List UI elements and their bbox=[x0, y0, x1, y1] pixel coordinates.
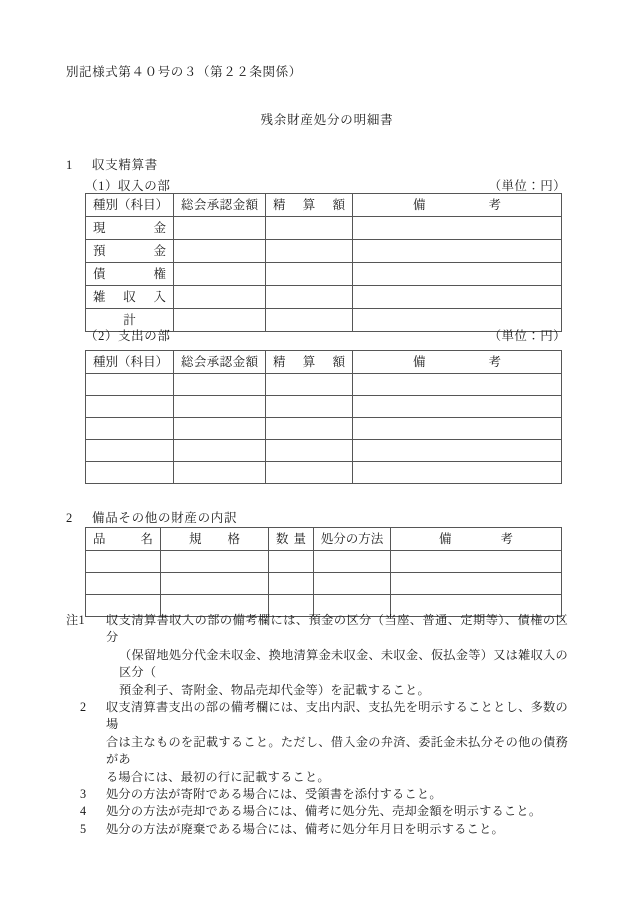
table-row bbox=[86, 263, 562, 286]
table-row bbox=[86, 440, 562, 462]
table-row bbox=[86, 551, 562, 573]
cell-approved-total[interactable] bbox=[174, 309, 266, 332]
cell-quantity[interactable] bbox=[269, 573, 314, 595]
note-number: 3 bbox=[80, 787, 87, 802]
row-label-deposit-text: 預 金 bbox=[93, 244, 166, 258]
cell-approved-amount[interactable] bbox=[174, 374, 266, 396]
column-header-disposal-method-text: 処分の方法 bbox=[320, 532, 384, 546]
column-header-approved-amount bbox=[174, 351, 266, 374]
column-header-settled-amount-text: 精 算 額 bbox=[273, 355, 345, 369]
table-row bbox=[86, 462, 562, 484]
column-header-remarks bbox=[353, 351, 562, 374]
note-line: 合は主なものを記載すること。ただし、借入金の弁済、委託金未払分その他の債務があ bbox=[106, 734, 568, 767]
row-label-claims-text: 債 権 bbox=[93, 267, 166, 281]
subsection-1-1-heading: （1）収入の部 bbox=[85, 179, 171, 193]
cell-approved-cash[interactable] bbox=[174, 217, 266, 240]
column-header-specification bbox=[161, 528, 269, 551]
cell-item-name[interactable] bbox=[86, 551, 161, 573]
cell-remarks-claims[interactable] bbox=[353, 263, 562, 286]
note-line: る場合には、最初の行に記載すること。 bbox=[106, 769, 330, 784]
column-header-item-name bbox=[86, 528, 161, 551]
note-text bbox=[106, 803, 568, 820]
cell-settled-claims[interactable] bbox=[266, 263, 353, 286]
notes-block bbox=[66, 612, 568, 838]
notes-prefix: 注 bbox=[66, 613, 79, 627]
row-label-misc-income bbox=[86, 286, 174, 309]
cell-settled-amount[interactable] bbox=[266, 462, 353, 484]
cell-settled-amount[interactable] bbox=[266, 440, 353, 462]
note-number: 5 bbox=[80, 821, 87, 836]
column-header-approved-amount bbox=[174, 194, 266, 217]
cell-remarks-deposit[interactable] bbox=[353, 240, 562, 263]
cell-approved-amount[interactable] bbox=[174, 418, 266, 440]
column-header-remarks-text: 備 考 bbox=[413, 198, 501, 212]
section-2-label: 備品その他の財産の内訳 bbox=[92, 511, 238, 525]
cell-category[interactable] bbox=[86, 374, 174, 396]
note-marker bbox=[66, 821, 106, 838]
subsection-1-2-unit: （単位：円） bbox=[488, 329, 566, 343]
cell-settled-amount[interactable] bbox=[266, 418, 353, 440]
column-header-specification-text: 規 格 bbox=[189, 532, 240, 546]
table-row bbox=[86, 217, 562, 240]
cell-settled-misc-income[interactable] bbox=[266, 286, 353, 309]
note-item bbox=[66, 821, 568, 838]
note-text bbox=[106, 821, 568, 838]
cell-settled-cash[interactable] bbox=[266, 217, 353, 240]
note-text bbox=[106, 786, 568, 803]
column-header-quantity bbox=[269, 528, 314, 551]
note-item bbox=[66, 786, 568, 803]
cell-settled-amount[interactable] bbox=[266, 396, 353, 418]
column-header-disposal-method bbox=[314, 528, 391, 551]
note-marker bbox=[66, 612, 106, 629]
cell-remarks[interactable] bbox=[353, 418, 562, 440]
cell-disposal-method[interactable] bbox=[314, 573, 391, 595]
column-header-remarks bbox=[391, 528, 562, 551]
cell-remarks[interactable] bbox=[353, 462, 562, 484]
cell-category[interactable] bbox=[86, 418, 174, 440]
column-header-category-text: 種 別 （ 科 目 ） bbox=[93, 198, 169, 212]
cell-remarks[interactable] bbox=[391, 551, 562, 573]
cell-quantity[interactable] bbox=[269, 551, 314, 573]
cell-specification[interactable] bbox=[161, 551, 269, 573]
row-label-claims bbox=[86, 263, 174, 286]
note-number: 4 bbox=[80, 804, 87, 819]
cell-approved-misc-income[interactable] bbox=[174, 286, 266, 309]
note-marker bbox=[66, 786, 106, 803]
column-header-remarks bbox=[353, 194, 562, 217]
column-header-category-text: 種 別 （ 科 目 ） bbox=[93, 355, 169, 369]
section-2-number: 2 bbox=[66, 511, 73, 525]
cell-settled-total[interactable] bbox=[266, 309, 353, 332]
row-label-deposit bbox=[86, 240, 174, 263]
note-line: 収支清算書収入の部の備考欄には、預金の区分（当座、普通、定期等）、債権の区分 bbox=[106, 613, 568, 645]
cell-category[interactable] bbox=[86, 462, 174, 484]
note-item bbox=[66, 699, 568, 786]
cell-disposal-method[interactable] bbox=[314, 551, 391, 573]
cell-approved-amount[interactable] bbox=[174, 396, 266, 418]
table-header-row bbox=[86, 194, 562, 217]
cell-specification[interactable] bbox=[161, 573, 269, 595]
table-row bbox=[86, 374, 562, 396]
cell-item-name[interactable] bbox=[86, 573, 161, 595]
cell-approved-deposit[interactable] bbox=[174, 240, 266, 263]
row-label-cash bbox=[86, 217, 174, 240]
column-header-approved-amount-text: 総 会 承 認 金 額 bbox=[181, 198, 258, 212]
note-line: （保留地処分代金未収金、換地清算金未収金、未収金、仮払金等）又は雑収入の区分（ bbox=[119, 647, 568, 680]
row-label-total-text: 計 bbox=[123, 313, 136, 327]
column-header-settled-amount-text: 精 算 額 bbox=[273, 198, 345, 212]
cell-approved-amount[interactable] bbox=[174, 440, 266, 462]
column-header-settled-amount bbox=[266, 194, 353, 217]
table-header-row bbox=[86, 351, 562, 374]
property-breakdown-table bbox=[85, 527, 562, 617]
cell-settled-deposit[interactable] bbox=[266, 240, 353, 263]
cell-remarks[interactable] bbox=[353, 396, 562, 418]
table-row bbox=[86, 573, 562, 595]
section-2-heading bbox=[66, 508, 237, 526]
cell-remarks-misc-income[interactable] bbox=[353, 286, 562, 309]
note-text bbox=[106, 612, 568, 699]
cell-remarks[interactable] bbox=[353, 440, 562, 462]
note-marker bbox=[66, 699, 106, 716]
cell-approved-claims[interactable] bbox=[174, 263, 266, 286]
section-1-heading bbox=[66, 155, 158, 173]
cell-settled-amount[interactable] bbox=[266, 374, 353, 396]
subsection-1-1-unit: （単位：円） bbox=[488, 179, 566, 193]
column-header-category bbox=[86, 194, 174, 217]
column-header-remarks-text: 備 考 bbox=[439, 532, 513, 546]
page-title: 残余財産処分の明細書 bbox=[260, 113, 394, 127]
table-row bbox=[86, 396, 562, 418]
row-label-misc-income-text: 雑 収 入 bbox=[93, 290, 166, 304]
row-label-cash-text: 現 金 bbox=[93, 221, 166, 235]
column-header-item-name-text: 品 名 bbox=[93, 532, 153, 546]
note-line: 処分の方法が寄附である場合には、受領書を添付すること。 bbox=[106, 787, 442, 802]
column-header-approved-amount-text: 総 会 承 認 金 額 bbox=[181, 355, 258, 369]
note-item bbox=[66, 612, 568, 699]
note-line: 預金利子、寄附金、物品売却代金等）を記載すること。 bbox=[119, 682, 430, 697]
cell-category[interactable] bbox=[86, 396, 174, 418]
section-1-label: 収支精算書 bbox=[92, 158, 159, 172]
note-marker bbox=[66, 803, 106, 820]
cell-approved-amount[interactable] bbox=[174, 462, 266, 484]
column-header-category bbox=[86, 351, 174, 374]
note-number: 1 bbox=[78, 613, 85, 627]
note-line: 収支清算書支出の部の備考欄には、支出内訳、支払先を明示することとし、多数の場 bbox=[106, 700, 568, 732]
note-number: 2 bbox=[80, 700, 87, 715]
note-line: 処分の方法が売却である場合には、備考に処分先、売却金額を明示すること。 bbox=[106, 804, 542, 819]
section-1-number: 1 bbox=[66, 158, 73, 172]
table-header-row bbox=[86, 528, 562, 551]
note-line: 処分の方法が廃棄である場合には、備考に処分年月日を明示すること。 bbox=[106, 821, 504, 836]
form-code: 別記様式第４０号の３（第２２条関係） bbox=[66, 65, 302, 79]
table-row bbox=[86, 418, 562, 440]
subsection-1-2-heading: （2）支出の部 bbox=[85, 329, 171, 343]
cell-remarks[interactable] bbox=[391, 573, 562, 595]
note-text bbox=[106, 699, 568, 786]
column-header-quantity-text: 数 量 bbox=[276, 532, 306, 546]
cell-remarks-cash[interactable] bbox=[353, 217, 562, 240]
expenditure-table bbox=[85, 350, 562, 484]
table-row bbox=[86, 240, 562, 263]
income-table bbox=[85, 193, 562, 332]
column-header-settled-amount bbox=[266, 351, 353, 374]
cell-category[interactable] bbox=[86, 440, 174, 462]
cell-remarks[interactable] bbox=[353, 374, 562, 396]
note-item bbox=[66, 803, 568, 820]
table-row bbox=[86, 286, 562, 309]
column-header-remarks-text: 備 考 bbox=[413, 355, 501, 369]
